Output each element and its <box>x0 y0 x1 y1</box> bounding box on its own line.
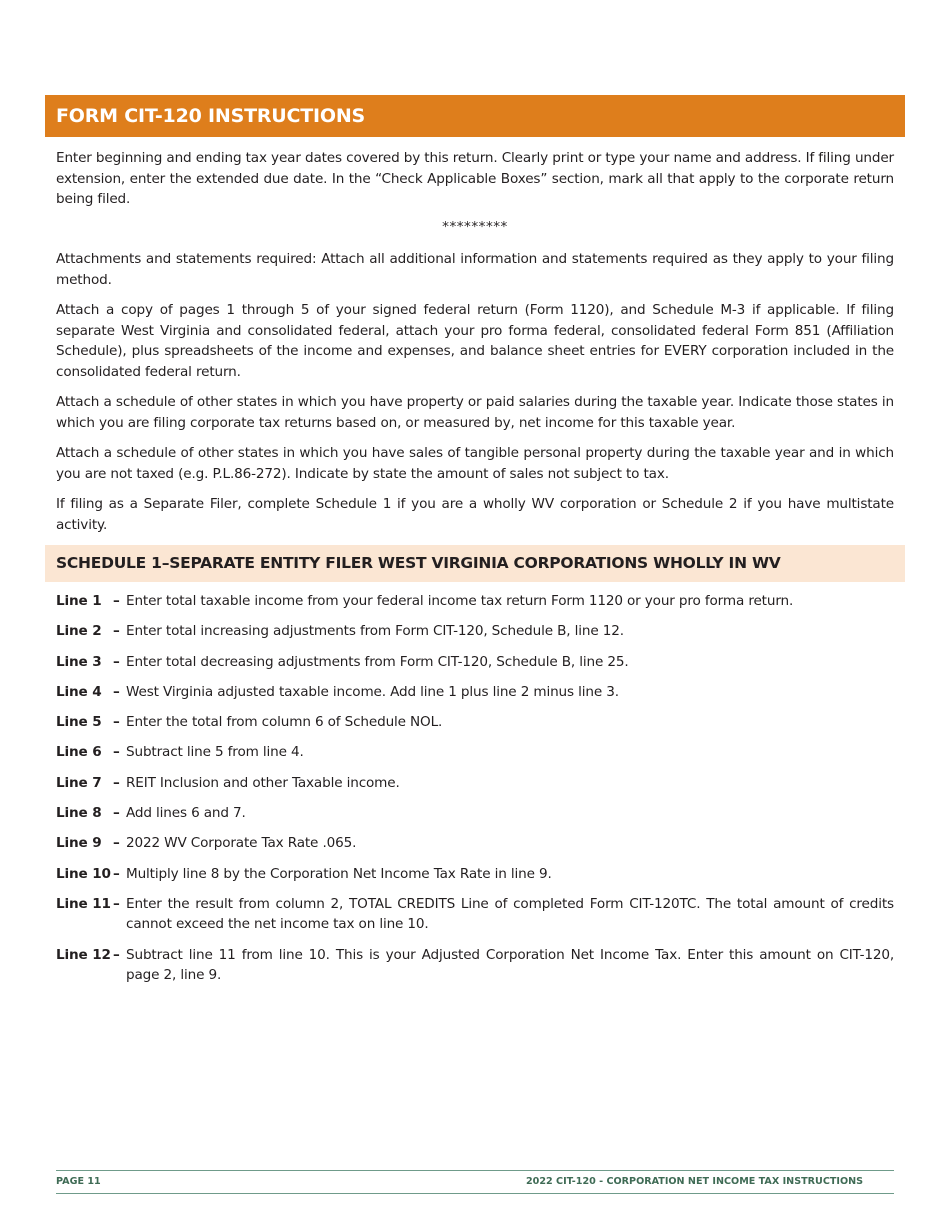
line-dash: – <box>113 865 120 882</box>
schedule-line-7 <box>56 773 894 794</box>
footer-divider-top <box>56 1170 894 1171</box>
section-separator: ********* <box>442 219 508 235</box>
line-label: Line 5 <box>56 714 102 731</box>
line-label: Line 9 <box>56 835 102 852</box>
line-text: West Virginia adjusted taxable income. Add line 1 plus line 2 minus line 3. <box>126 683 619 700</box>
line-text: Enter the total from column 6 of Schedule NOL. <box>126 714 443 731</box>
paragraph: Attachments and statements required: Attach all additional information and statements required as they apply to your filing method. <box>56 251 894 288</box>
line-dash: – <box>113 835 120 852</box>
footer-divider-bottom <box>56 1193 894 1194</box>
page-number: PAGE 11 <box>56 1176 101 1187</box>
line-text: 2022 WV Corporate Tax Rate .065. <box>126 835 357 852</box>
instructions-body <box>56 249 894 545</box>
line-dash: – <box>113 805 120 822</box>
schedule-line-2 <box>56 621 894 642</box>
line-label: Line 2 <box>56 623 102 640</box>
schedule-line-1 <box>56 591 894 612</box>
line-label: Line 1 <box>56 593 102 609</box>
intro-text: Enter beginning and ending tax year dates covered by this return. Clearly print or type your name and address. If filing under extension, enter the extended due date. In the “Check Applicable Boxes” section, mark all that apply to the corporate return being filed. <box>56 150 894 207</box>
line-dash: – <box>113 593 120 609</box>
line-label: Line 11 <box>56 895 111 912</box>
schedule-line-3 <box>56 652 894 673</box>
line-dash: – <box>113 774 120 791</box>
line-dash: – <box>113 895 120 912</box>
paragraph: Attach a schedule of other states in which you have sales of tangible personal property during the taxable year and in which you are not taxed (e.g. P.L.86-272). Indicate by state the amount of sales not subject to tax. <box>56 445 894 482</box>
schedule-line-6 <box>56 742 894 763</box>
line-text: Subtract line 11 from line 10. This is your Adjusted Corporation Net Income Tax. Enter this amount on CIT-120, page 2, line 9. <box>126 946 894 984</box>
line-text: Add lines 6 and 7. <box>126 805 246 822</box>
line-dash: – <box>113 623 120 640</box>
schedule-line-10 <box>56 864 894 885</box>
schedule-line-9 <box>56 833 894 854</box>
line-dash: – <box>113 714 120 731</box>
paragraph: If filing as a Separate Filer, complete Schedule 1 if you are a wholly WV corporation or Schedule 2 if you have multistate activity. <box>56 496 894 533</box>
line-dash: – <box>113 653 120 670</box>
line-text: Subtract line 5 from line 4. <box>126 744 304 761</box>
paragraph: Attach a copy of pages 1 through 5 of your signed federal return (Form 1120), and Schedule M-3 if applicable. If filing separate West Virginia and consolidated federal, attach your pro forma federal, consolidated federal Form 851 (Affiliation Schedule), plus spreadsheets of the income and expenses, and balance sheet entries for EVERY corporation included in the consolidated federal return. <box>56 302 894 380</box>
paragraph: Attach a schedule of other states in which you have property or paid salaries during the taxable year. Indicate those states in which you are filing corporate tax returns based on, or measured by, net income for this taxable year. <box>56 394 894 431</box>
schedule-line-4 <box>56 682 894 703</box>
line-label: Line 8 <box>56 805 102 822</box>
schedule-line-11 <box>56 894 894 935</box>
line-label: Line 7 <box>56 774 102 791</box>
line-label: Line 12 <box>56 946 111 963</box>
line-text: Enter total increasing adjustments from Form CIT-120, Schedule B, line 12. <box>126 623 624 640</box>
line-label: Line 3 <box>56 653 102 670</box>
schedule-lines-list <box>56 591 894 996</box>
line-label: Line 10 <box>56 865 111 882</box>
footer-document-title: 2022 CIT-120 - CORPORATION NET INCOME TAX INSTRUCTIONS <box>526 1176 864 1187</box>
schedule-line-5 <box>56 712 894 733</box>
schedule-heading: SCHEDULE 1–SEPARATE ENTITY FILER WEST VIRGINIA CORPORATIONS WHOLLY IN WV <box>45 545 905 582</box>
line-text: REIT Inclusion and other Taxable income. <box>126 774 400 791</box>
line-dash: – <box>113 946 120 963</box>
line-text: Enter total decreasing adjustments from Form CIT-120, Schedule B, line 25. <box>126 653 629 670</box>
intro-paragraph <box>56 148 894 220</box>
line-text: Enter the result from column 2, TOTAL CREDITS Line of completed Form CIT-120TC. The total amount of credits cannot exceed the net income tax on line 10. <box>126 895 894 933</box>
line-label: Line 4 <box>56 683 102 700</box>
line-dash: – <box>113 744 120 761</box>
schedule-line-12 <box>56 945 894 986</box>
page-title: FORM CIT-120 INSTRUCTIONS <box>45 95 905 137</box>
line-dash: – <box>113 683 120 700</box>
line-label: Line 6 <box>56 744 102 761</box>
schedule-line-8 <box>56 803 894 824</box>
line-text: Multiply line 8 by the Corporation Net Income Tax Rate in line 9. <box>126 865 552 882</box>
line-text: Enter total taxable income from your federal income tax return Form 1120 or your pro forma return. <box>126 593 794 609</box>
